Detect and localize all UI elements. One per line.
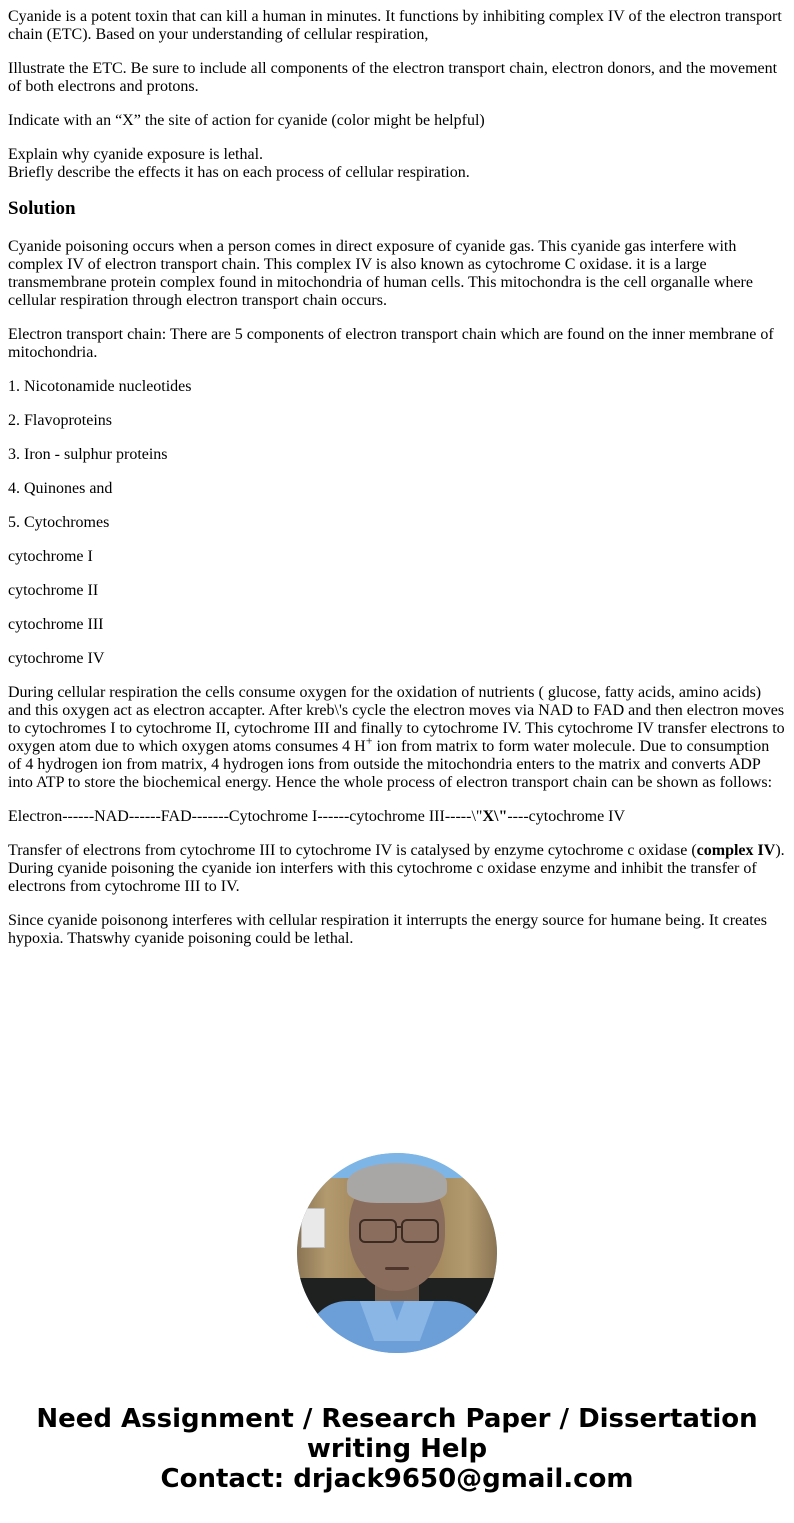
question-intro: Cyanide is a potent toxin that can kill a human in minutes. It functions by inhibiting complex IV of the electron transport chain (ETC). Based on your understanding of cellular respiration,: [8, 8, 782, 43]
promo-line-1: Need Assignment / Research Paper / Dissertation: [36, 1404, 758, 1434]
cytochrome-item: cytochrome II: [8, 582, 99, 599]
avatar-hair: [347, 1163, 447, 1203]
avatar-mouth: [385, 1267, 409, 1270]
etc-chain-line: [8, 808, 786, 826]
para4-text-a: Transfer of electrons from cytochrome III to cytochrome IV is catalysed by enzyme cytochrome c oxidase (: [8, 842, 697, 859]
question-task-indicate: Indicate with an “X” the site of action for cyanide (color might be helpful): [8, 112, 485, 129]
component-item: 1. Nicotonamide nucleotides: [8, 378, 192, 395]
solution-paragraph-2: Electron transport chain: There are 5 components of electron transport chain which are found on the inner membrane of mitochondria.: [8, 326, 774, 361]
avatar-glasses-left: [359, 1219, 397, 1243]
solution-paragraph-5: Since cyanide poisonong interferes with cellular respiration it interrupts the energy source for humane being. It creates hypoxia. Thatswhy cyanide poisoning could be lethal.: [8, 912, 767, 947]
author-avatar: [297, 1153, 497, 1353]
component-item: 4. Quinones and: [8, 480, 113, 497]
component-item: 5. Cytochromes: [8, 514, 110, 531]
avatar-glasses-right: [401, 1219, 439, 1243]
question-task-describe: Briefly describe the effects it has on each process of cellular respiration.: [8, 164, 470, 181]
avatar-glasses-bridge: [395, 1226, 403, 1228]
promo-line-2: writing Help: [306, 1434, 488, 1464]
complex-iv-bold: complex IV: [696, 842, 776, 859]
proton-superscript: +: [365, 733, 373, 748]
chain-text-a: Electron------NAD------FAD-------Cytochrome I------cytochrome III-----\": [8, 808, 483, 825]
chain-text-b: ----cytochrome IV: [507, 808, 626, 825]
cytochrome-item: cytochrome I: [8, 548, 93, 565]
question-task-explain-group: [8, 146, 786, 182]
para3-text-a: During cellular respiration the cells consume oxygen for the oxidation of nutrients ( glucose, fatty acids, amino acids) and this oxygen act as electron accapter. After kreb\'s cycle the electron moves via NAD to FAD and then electron moves to cytochromes I to cytochrome II, cytochrome III and finally to cytochrome IV. This cytochrome IV transfer electrons to oxygen atom due to which oxygen atoms consumes 4 H: [8, 684, 785, 755]
promo-banner: [0, 1404, 794, 1494]
component-item: 3. Iron - sulphur proteins: [8, 446, 168, 463]
avatar-switchboard: [301, 1208, 325, 1248]
component-item: 2. Flavoproteins: [8, 412, 112, 429]
solution-paragraph-4: [8, 842, 786, 896]
solution-paragraph-1: Cyanide poisoning occurs when a person comes in direct exposure of cyanide gas. This cyanide gas interfere with complex IV of electron transport chain. This complex IV is also known as cytochrome C oxidase. it is a large transmembrane protein complex found in mitochondria of human cells. This mitochondra is the cell organalle where cellular respiration through electron transport chain occurs.: [8, 238, 753, 309]
para4-text-b: ). During cyanide poisoning the cyanide ion interfers with this cytochrome c oxidase enzyme and inhibit the transfer of electrons from cytochrome III to IV.: [8, 842, 785, 895]
cyanide-x-marker: X\": [482, 808, 508, 825]
question-task-explain: Explain why cyanide exposure is lethal.: [8, 146, 264, 163]
solution-heading: Solution: [8, 198, 76, 219]
para3-text-b: ion from matrix to form water molecule. Due to consumption of 4 hydrogen ion from matrix, 4 hydrogen ions from outside the mitochondria enters to the matrix and converts ADP into ATP to store the biochemical energy. Hence the whole process of electron transport chain can be shown as follows:: [8, 738, 773, 791]
solution-paragraph-3: [8, 684, 786, 792]
cytochrome-item: cytochrome IV: [8, 650, 105, 667]
promo-contact: Contact: drjack9650@gmail.com: [160, 1464, 634, 1494]
question-task-illustrate: Illustrate the ETC. Be sure to include all components of the electron transport chain, electron donors, and the movement of both electrons and protons.: [8, 60, 778, 95]
cytochrome-item: cytochrome III: [8, 616, 104, 633]
